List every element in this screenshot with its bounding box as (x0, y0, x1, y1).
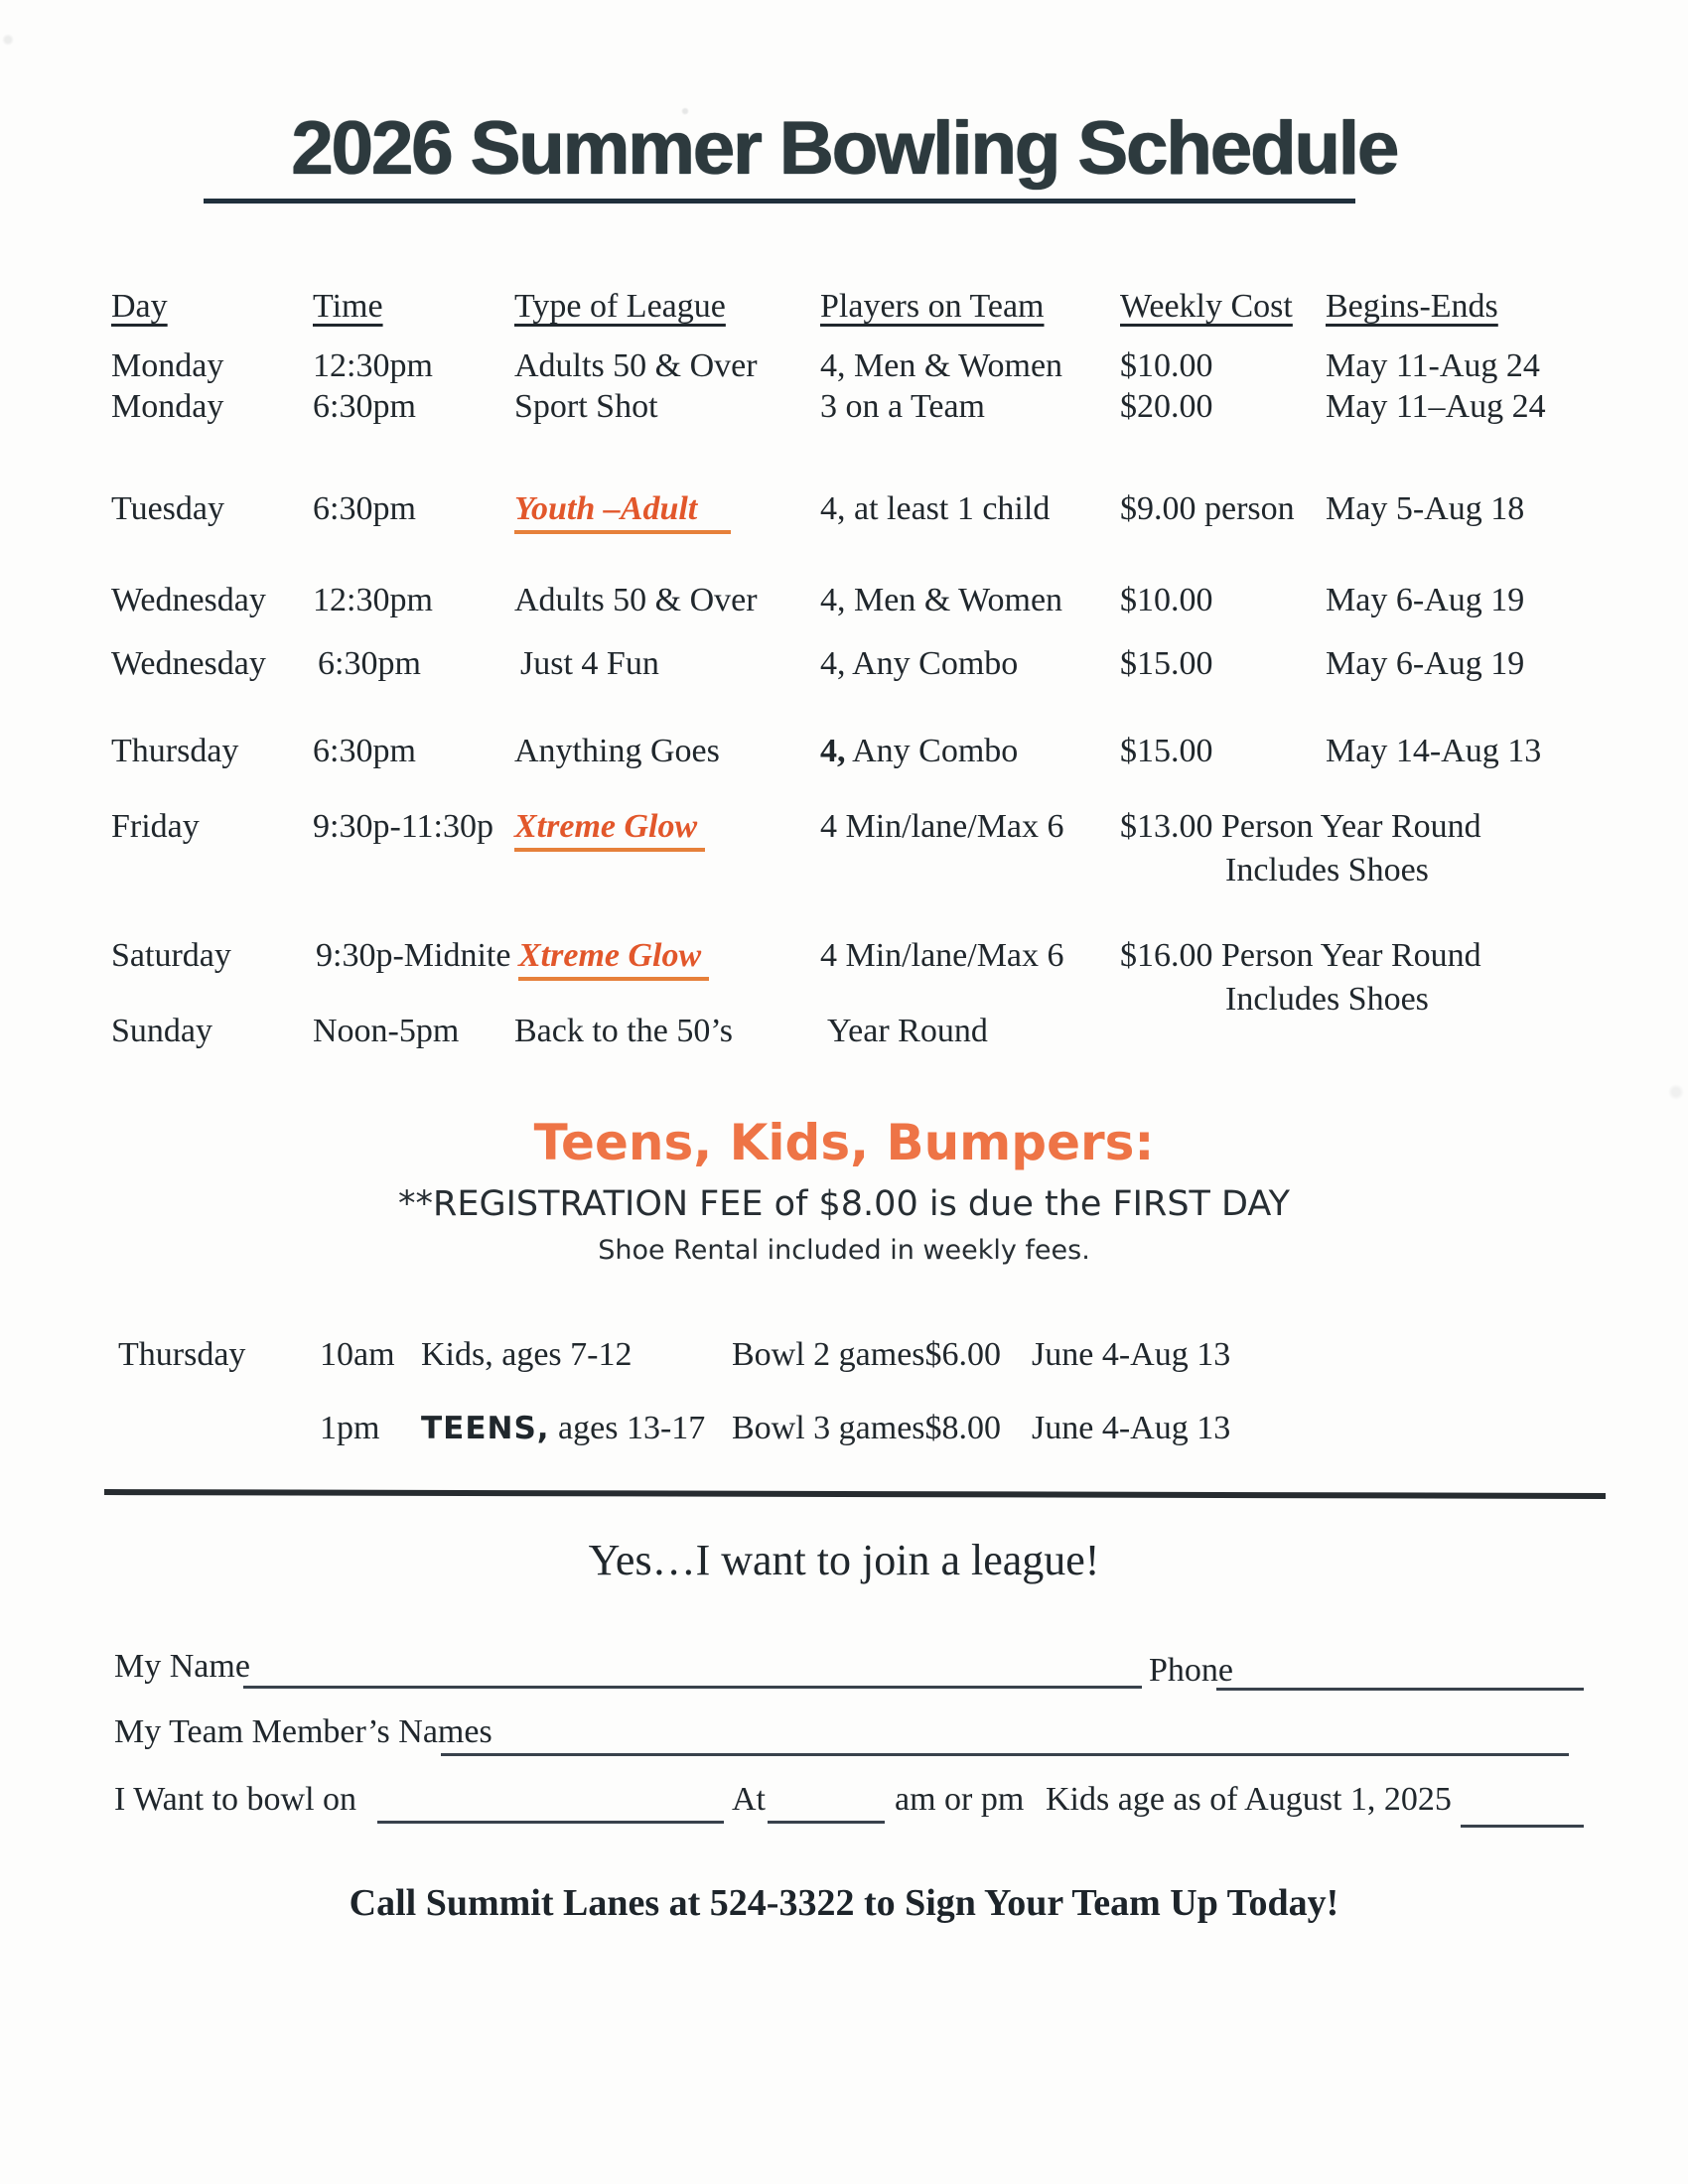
day-cell: Wednesday (111, 582, 266, 618)
join-league-heading: Yes…I want to join a league! (588, 1536, 1100, 1584)
cost-cell: $10.00 (1120, 347, 1213, 384)
time-cell: 10am (320, 1336, 395, 1373)
footer-call-to-action: Call Summit Lanes at 524-3322 to Sign Your Team Up Today! (349, 1882, 1339, 1924)
dates-cell: May 11–Aug 24 (1326, 388, 1546, 425)
day-cell: Saturday (111, 937, 231, 974)
kids-section-heading: Teens, Kids, Bumpers: (533, 1114, 1155, 1171)
am-pm-label: am or pm (895, 1781, 1025, 1818)
dates-cell: June 4-Aug 13 (1032, 1410, 1231, 1446)
registration-fee-note: **REGISTRATION FEE of $8.00 is due the FIRST DAY (398, 1184, 1290, 1224)
games-price-cell: Bowl 3 games$8.00 (732, 1410, 1002, 1446)
day-cell: Monday (111, 347, 224, 384)
cost-cell: $16.00 Person Year Round Includes Shoes (1120, 937, 1481, 1018)
time-cell: 9:30p-Midnite (316, 937, 511, 974)
kids-age-line (1461, 1825, 1584, 1828)
column-header-cost: Weekly Cost (1120, 288, 1293, 325)
column-header-players: Players on Team (820, 288, 1045, 325)
players-cell: 4, Any Combo (820, 645, 1019, 682)
day-cell: Tuesday (111, 490, 224, 527)
cost-second-line: Includes Shoes (1225, 852, 1429, 888)
section-divider (104, 1489, 1606, 1499)
phone-line (1216, 1688, 1584, 1691)
group-cell: Kids, ages 7-12 (421, 1336, 633, 1373)
bowl-time-line (768, 1821, 885, 1824)
column-header-time: Time (313, 288, 383, 325)
league-cell: Adults 50 & Over (514, 582, 758, 618)
bowl-day-line (377, 1821, 724, 1824)
time-cell: 12:30pm (313, 582, 433, 618)
team-members-label: My Team Member’s Names (114, 1713, 492, 1750)
day-cell: Sunday (111, 1013, 212, 1049)
time-cell: 6:30pm (318, 645, 421, 682)
time-cell: 9:30p-11:30p (313, 808, 493, 845)
players-cell: 4 Min/lane/Max 6 (820, 937, 1064, 974)
cost-cell: $20.00 (1120, 388, 1213, 425)
kids-age-label: Kids age as of August 1, 2025 (1046, 1781, 1452, 1818)
team-members-line (441, 1753, 1569, 1756)
day-cell: Monday (111, 388, 224, 425)
dates-cell: May 6-Aug 19 (1326, 582, 1525, 618)
league-cell: Just 4 Fun (520, 645, 659, 682)
league-cell: Sport Shot (514, 388, 658, 425)
league-cell: Anything Goes (514, 733, 720, 769)
title-underline (204, 199, 1355, 204)
day-cell: Wednesday (111, 645, 266, 682)
dates-cell: May 6-Aug 19 (1326, 645, 1525, 682)
phone-label: Phone (1149, 1652, 1233, 1689)
time-cell: 12:30pm (313, 347, 433, 384)
cost-cell: $15.00 (1120, 733, 1213, 769)
league-cell: Adults 50 & Over (514, 347, 758, 384)
cost-cell: $13.00 Person Year Round Includes Shoes (1120, 808, 1481, 888)
league-cell-accent: Youth –Adult (514, 492, 731, 534)
cost-cell: $10.00 (1120, 582, 1213, 618)
dates-cell: May 5-Aug 18 (1326, 490, 1525, 527)
cost-cell: $15.00 (1120, 645, 1213, 682)
dates-cell: May 11-Aug 24 (1326, 347, 1540, 384)
column-header-league: Type of League (514, 288, 726, 325)
players-cell: 4, Men & Women (820, 347, 1063, 384)
day-cell: Thursday (111, 733, 239, 769)
time-cell: 1pm (320, 1410, 380, 1446)
league-cell: Back to the 50’s (514, 1013, 734, 1049)
dates-cell: June 4-Aug 13 (1032, 1336, 1231, 1373)
players-cell: Year Round (827, 1013, 988, 1049)
league-cell-accent: Xtreme Glow (518, 939, 709, 981)
league-cell-accent: Xtreme Glow (514, 810, 705, 852)
games-price-cell: Bowl 2 games$6.00 (732, 1336, 1002, 1373)
players-cell: 4, Men & Women (820, 582, 1063, 618)
day-cell: Friday (111, 808, 200, 845)
time-cell: Noon-5pm (313, 1013, 460, 1049)
group-cell: TEENS, ages 13-17 (421, 1410, 706, 1446)
shoe-rental-note: Shoe Rental included in weekly fees. (598, 1235, 1090, 1266)
players-cell: 4, Any Combo (820, 733, 1019, 769)
column-header-dates: Begins-Ends (1326, 288, 1498, 325)
time-cell: 6:30pm (313, 388, 416, 425)
time-cell: 6:30pm (313, 733, 416, 769)
bowl-on-label: I Want to bowl on (114, 1781, 357, 1818)
time-cell: 6:30pm (313, 490, 416, 527)
cost-second-line: Includes Shoes (1225, 981, 1429, 1018)
cost-cell: $9.00 person (1120, 490, 1295, 527)
my-name-line (243, 1686, 1142, 1689)
day-cell: Thursday (118, 1336, 246, 1373)
page-title: 2026 Summer Bowling Schedule (291, 106, 1397, 191)
column-header-day: Day (111, 288, 168, 325)
players-cell: 4 Min/lane/Max 6 (820, 808, 1064, 845)
at-label: At (732, 1781, 766, 1818)
players-cell: 4, at least 1 child (820, 490, 1051, 527)
players-cell: 3 on a Team (820, 388, 985, 425)
my-name-label: My Name (114, 1648, 250, 1685)
dates-cell: May 14-Aug 13 (1326, 733, 1542, 769)
